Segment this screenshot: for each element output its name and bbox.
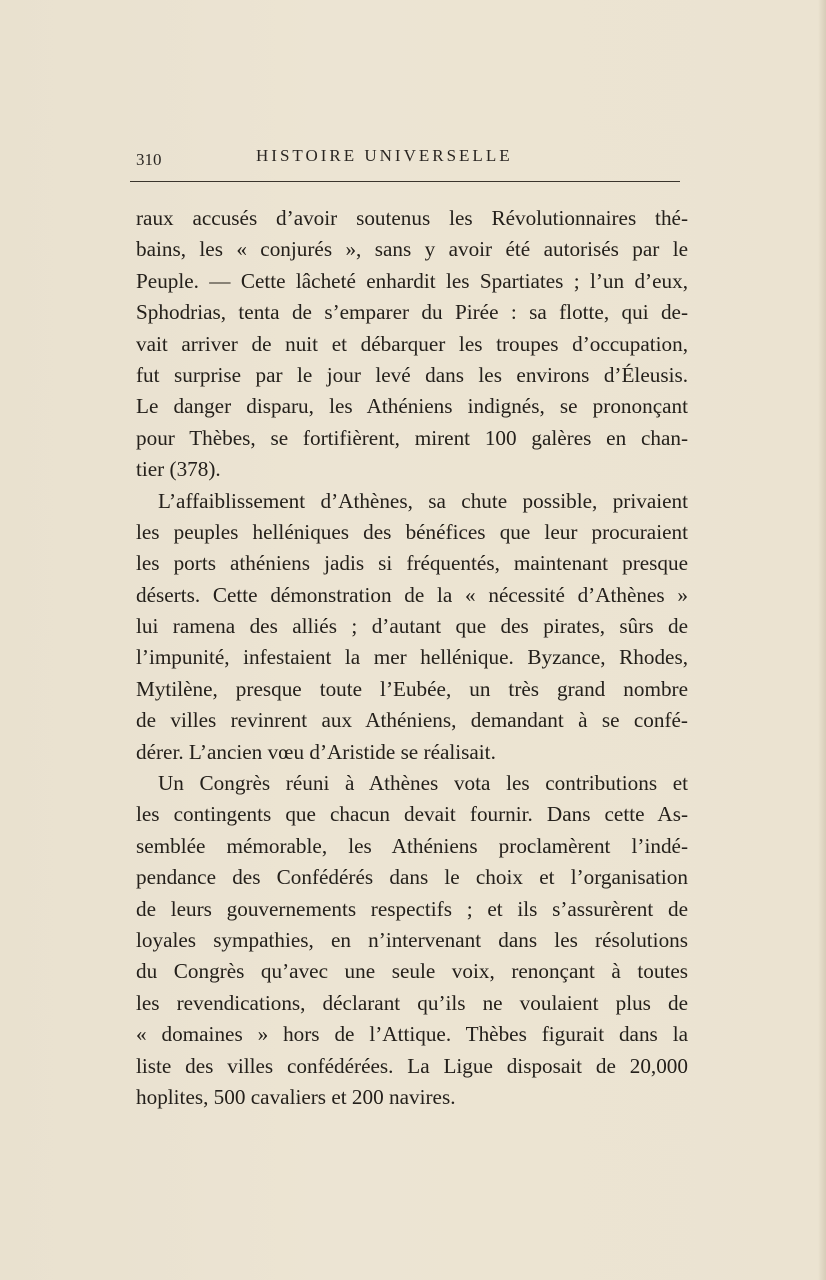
text-line: l’impunité, infestaient la mer hellénique. Byzance, Rhodes, — [136, 645, 688, 670]
text-line: les peuples helléniques des bénéfices que leur procuraient — [136, 519, 688, 544]
text-line: de villes revinrent aux Athéniens, demandant à se confé- — [136, 708, 688, 733]
text-line: Le danger disparu, les Athéniens indignés, se prononçant — [136, 394, 688, 419]
text-line: bains, les « conjurés », sans y avoir été autorisés par le — [136, 237, 688, 262]
running-title: HISTOIRE UNIVERSELLE — [256, 146, 513, 165]
text-line: du Congrès qu’avec une seule voix, renonçant à toutes — [136, 959, 688, 984]
text-line: fut surprise par le jour levé dans les environs d’Éleusis. — [136, 362, 688, 387]
body-text — [136, 203, 688, 1113]
text-line: les contingents que chacun devait fournir. Dans cette As- — [136, 802, 688, 827]
text-line: vait arriver de nuit et débarquer les troupes d’occupation, — [136, 331, 688, 356]
text-line: lui ramena des alliés ; d’autant que des pirates, sûrs de — [136, 614, 688, 639]
paragraph — [136, 203, 688, 486]
text-line: semblée mémorable, les Athéniens proclamèrent l’indé- — [136, 833, 688, 858]
text-line: les ports athéniens jadis si fréquentés, maintenant presque — [136, 551, 688, 576]
header-rule — [130, 181, 680, 182]
paragraph — [136, 486, 688, 769]
text-line: Sphodrias, tenta de s’emparer du Pirée : sa flotte, qui de- — [136, 300, 688, 325]
text-line: tier (378). — [136, 457, 221, 482]
text-line: hoplites, 500 cavaliers et 200 navires. — [136, 1084, 456, 1109]
text-line: déserts. Cette démonstration de la « nécessité d’Athènes » — [136, 582, 688, 607]
paragraph — [136, 768, 688, 1113]
text-line: liste des villes confédérées. La Ligue disposait de 20,000 — [136, 1053, 688, 1078]
page-number: 310 — [136, 150, 162, 169]
text-line: « domaines » hors de l’Attique. Thèbes figurait dans la — [136, 1022, 688, 1047]
text-line: Peuple. — Cette lâcheté enhardit les Spartiates ; l’un d’eux, — [136, 268, 688, 293]
text-line: Un Congrès réuni à Athènes vota les contributions et — [158, 771, 688, 796]
text-line: raux accusés d’avoir soutenus les Révolutionnaires thé- — [136, 206, 688, 230]
text-line: dérer. L’ancien vœu d’Aristide se réalisait. — [136, 739, 496, 764]
text-line: Mytilène, presque toute l’Eubée, un très grand nombre — [136, 676, 688, 701]
text-line: loyales sympathies, en n’intervenant dans les résolutions — [136, 927, 688, 952]
text-line: les revendications, déclarant qu’ils ne voulaient plus de — [136, 990, 688, 1015]
text-line: L’affaiblissement d’Athènes, sa chute possible, privaient — [158, 488, 688, 513]
text-line: de leurs gouvernements respectifs ; et ils s’assurèrent de — [136, 896, 688, 921]
running-header — [136, 144, 686, 174]
text-line: pour Thèbes, se fortifièrent, mirent 100 galères en chan- — [136, 425, 688, 450]
page-edge-shadow — [818, 0, 826, 1280]
text-line: pendance des Confédérés dans le choix et l’organisation — [136, 865, 688, 890]
